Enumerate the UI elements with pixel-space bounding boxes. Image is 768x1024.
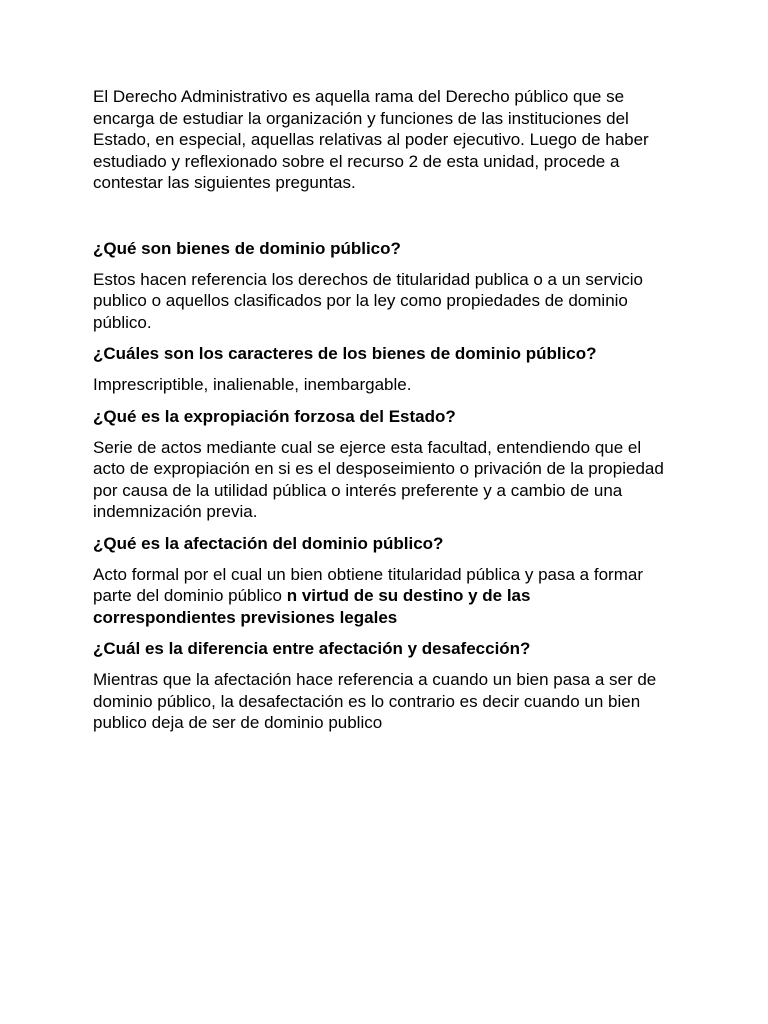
answer-4-plain: Acto formal por el cual un bien obtiene titularidad pública y pasa a formar parte del dominio público	[93, 564, 643, 605]
question-3: ¿Qué es la expropiación forzosa del Estado?	[93, 406, 456, 426]
qa-1	[93, 238, 673, 334]
answer-2: Imprescriptible, inalienable, inembargable.	[93, 375, 412, 394]
answer-5: Mientras que la afectación hace referencia a cuando un bien pasa a ser de dominio público, la desafectación es lo contrario es decir cuando un bien publico deja de ser de dominio publico	[93, 670, 657, 732]
qa-5	[93, 638, 673, 734]
answer-4	[93, 564, 673, 629]
qa-3	[93, 406, 673, 523]
answer-1: Estos hacen referencia los derechos de titularidad publica o a un servicio publico o aquellos clasificados por la ley como propiedades de dominio público.	[93, 269, 643, 332]
question-1: ¿Qué son bienes de dominio público?	[93, 238, 401, 258]
qa-4	[93, 533, 673, 629]
question-5: ¿Cuál es la diferencia entre afectación y desafección?	[93, 639, 531, 658]
qa-2	[93, 343, 673, 396]
question-2: ¿Cuáles son los caracteres de los bienes de dominio público?	[93, 344, 597, 363]
document-page	[93, 86, 673, 734]
answer-4-bold: n virtud de su destino y de las correspondientes previsiones legales	[93, 586, 531, 627]
answer-3: Serie de actos mediante cual se ejerce esta facultad, entendiendo que el acto de expropiación en si es el desposeimiento o privación de la propiedad por causa de la utilidad pública o interés preferente y a cambio de una indemnización previa.	[93, 437, 664, 521]
question-4: ¿Qué es la afectación del dominio público?	[93, 533, 444, 553]
intro-paragraph: El Derecho Administrativo es aquella rama del Derecho público que se encarga de estudiar la organización y funciones de las instituciones del Estado, en especial, aquellas relativas al poder ejecutivo. Luego de haber estudiado y reflexionado sobre el recurso 2 de esta unidad, procede a contestar las siguientes preguntas.	[93, 87, 649, 192]
